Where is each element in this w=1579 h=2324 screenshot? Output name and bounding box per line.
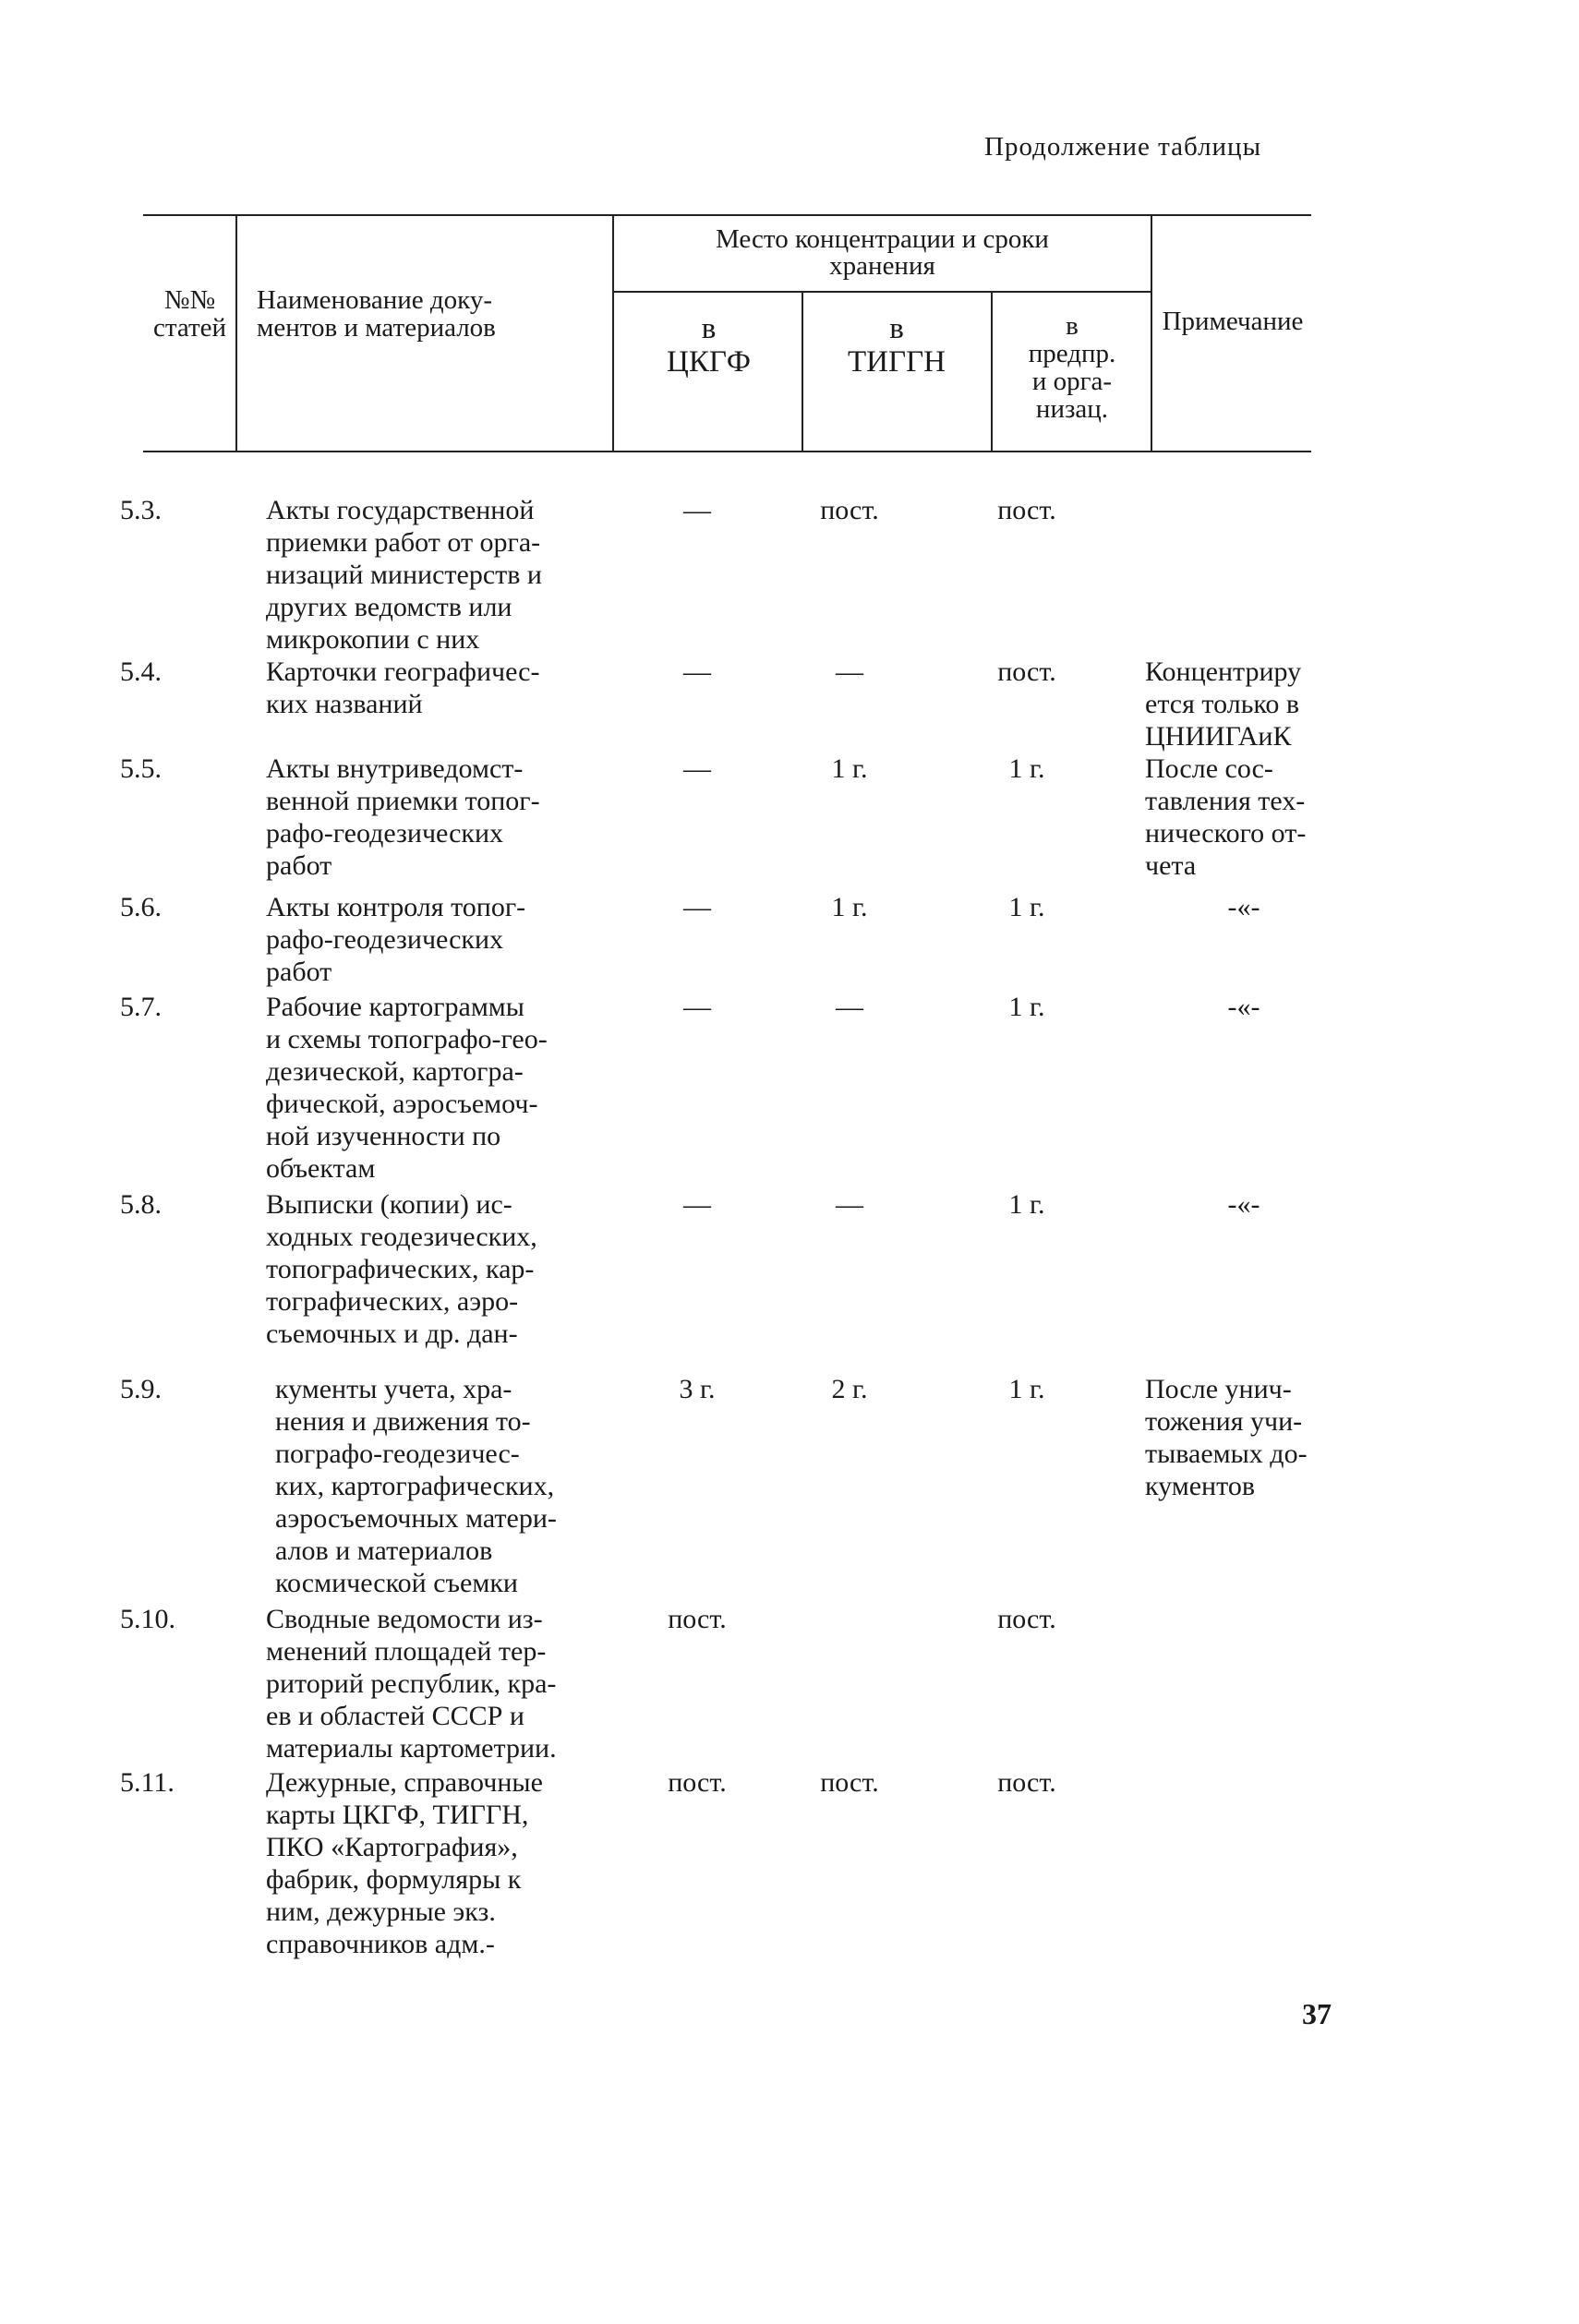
row-note: -«-	[1227, 1189, 1260, 1220]
row-tiggn: —	[836, 992, 863, 1022]
row-ckgf: —	[683, 892, 711, 922]
row-ckgf: 3 г.	[679, 1374, 716, 1404]
header-col-ckgf: в ЦКГФ	[667, 312, 751, 379]
header-col-tiggn: в ТИГГН	[848, 312, 946, 379]
row-name: Рабочие картограммы и схемы топографо-гео- дезической, картогра- фической, аэросъемоч- ной изученности по объектам	[266, 992, 548, 1184]
header-divider	[235, 214, 237, 451]
row-tiggn: 1 г.	[831, 892, 868, 922]
row-name: Карточки географичес- ких названий	[266, 656, 540, 719]
row-org: пост.	[997, 1604, 1056, 1634]
row-org: 1 г.	[1008, 992, 1045, 1022]
row-ckgf: пост.	[668, 1767, 727, 1798]
header-divider	[1151, 214, 1152, 451]
row-tiggn: пост.	[820, 495, 879, 525]
header-col-note: Примечание	[1162, 307, 1304, 336]
row-ckgf: пост.	[668, 1604, 727, 1634]
row-ckgf: —	[683, 753, 711, 784]
row-ckgf: —	[683, 1189, 711, 1220]
header-col-org: в предпр. и орга- низац.	[1028, 311, 1116, 424]
header-col-name: Наименование доку- ментов и материалов	[257, 285, 496, 343]
row-tiggn: 2 г.	[831, 1374, 868, 1404]
header-bottom-rule	[143, 451, 1311, 452]
row-number: 5.9.	[120, 1374, 162, 1404]
row-number: 5.6.	[120, 892, 162, 922]
row-ckgf: —	[683, 992, 711, 1022]
row-org: пост.	[997, 1767, 1056, 1798]
row-note: После унич- тожения учи- тываемых до- кументов	[1145, 1374, 1308, 1501]
row-number: 5.3.	[120, 495, 162, 525]
row-tiggn: 1 г.	[831, 753, 868, 784]
row-note: Концентриру ется только в ЦНИИГАиК	[1145, 656, 1302, 752]
row-ckgf: —	[683, 656, 711, 687]
row-org: пост.	[997, 495, 1056, 525]
header-mid-rule	[612, 291, 1152, 293]
header-divider	[802, 291, 803, 451]
row-tiggn: —	[836, 656, 863, 687]
row-number: 5.10.	[120, 1604, 175, 1634]
page-number: 37	[1302, 1997, 1332, 2030]
row-ckgf: —	[683, 495, 711, 525]
row-name: кументы учета, хра- нения и движения то- пографо-геодезичес- ких, картографических, аэросъемочных матери- алов и материалов космической съемки	[275, 1374, 557, 1598]
row-number: 5.8.	[120, 1189, 162, 1220]
header-top-rule	[143, 214, 1311, 216]
header-col-number: №№ статей	[152, 285, 227, 343]
row-org: пост.	[997, 656, 1056, 687]
row-number: 5.5.	[120, 753, 162, 784]
row-name: Акты контроля топог- рафо-геодезических работ	[266, 892, 526, 987]
row-name: Выписки (копии) ис- ходных геодезических, топографических, кар- тографических, аэро- съемочных и др. дан-	[266, 1189, 537, 1349]
row-name: Дежурные, справочные карты ЦКГФ, ТИГГН, ПКО «Картография», фабрик, формуляры к ним, дежурные экз. справочников адм.-	[266, 1767, 543, 1959]
header-divider	[991, 291, 993, 451]
row-number: 5.11.	[120, 1767, 175, 1798]
row-name: Сводные ведомости из- менений площадей тер- риторий республик, кра- ев и областей СССР и материалы картометрии.	[266, 1604, 557, 1764]
row-org: 1 г.	[1008, 753, 1045, 784]
row-note: -«-	[1227, 992, 1260, 1022]
header-col-place-group: Место концентрации и сроки хранения	[716, 224, 1049, 281]
row-org: 1 г.	[1008, 1374, 1045, 1404]
row-tiggn: пост.	[820, 1767, 879, 1798]
header-divider	[612, 214, 614, 451]
row-note: -«-	[1227, 892, 1260, 922]
row-tiggn: —	[836, 1189, 863, 1220]
row-note: После сос- тавления тех- нического от- чета	[1145, 753, 1307, 881]
row-number: 5.7.	[120, 992, 162, 1022]
row-name: Акты внутриведомст- венной приемки топог- рафо-геодезических работ	[266, 753, 540, 881]
row-org: 1 г.	[1008, 892, 1045, 922]
row-org: 1 г.	[1008, 1189, 1045, 1220]
row-number: 5.4.	[120, 656, 162, 687]
row-name: Акты государственной приемки работ от орга- низаций министерств и других ведомств или микрокопии с них	[266, 495, 542, 655]
continuation-label: Продолжение таблицы	[984, 132, 1262, 162]
